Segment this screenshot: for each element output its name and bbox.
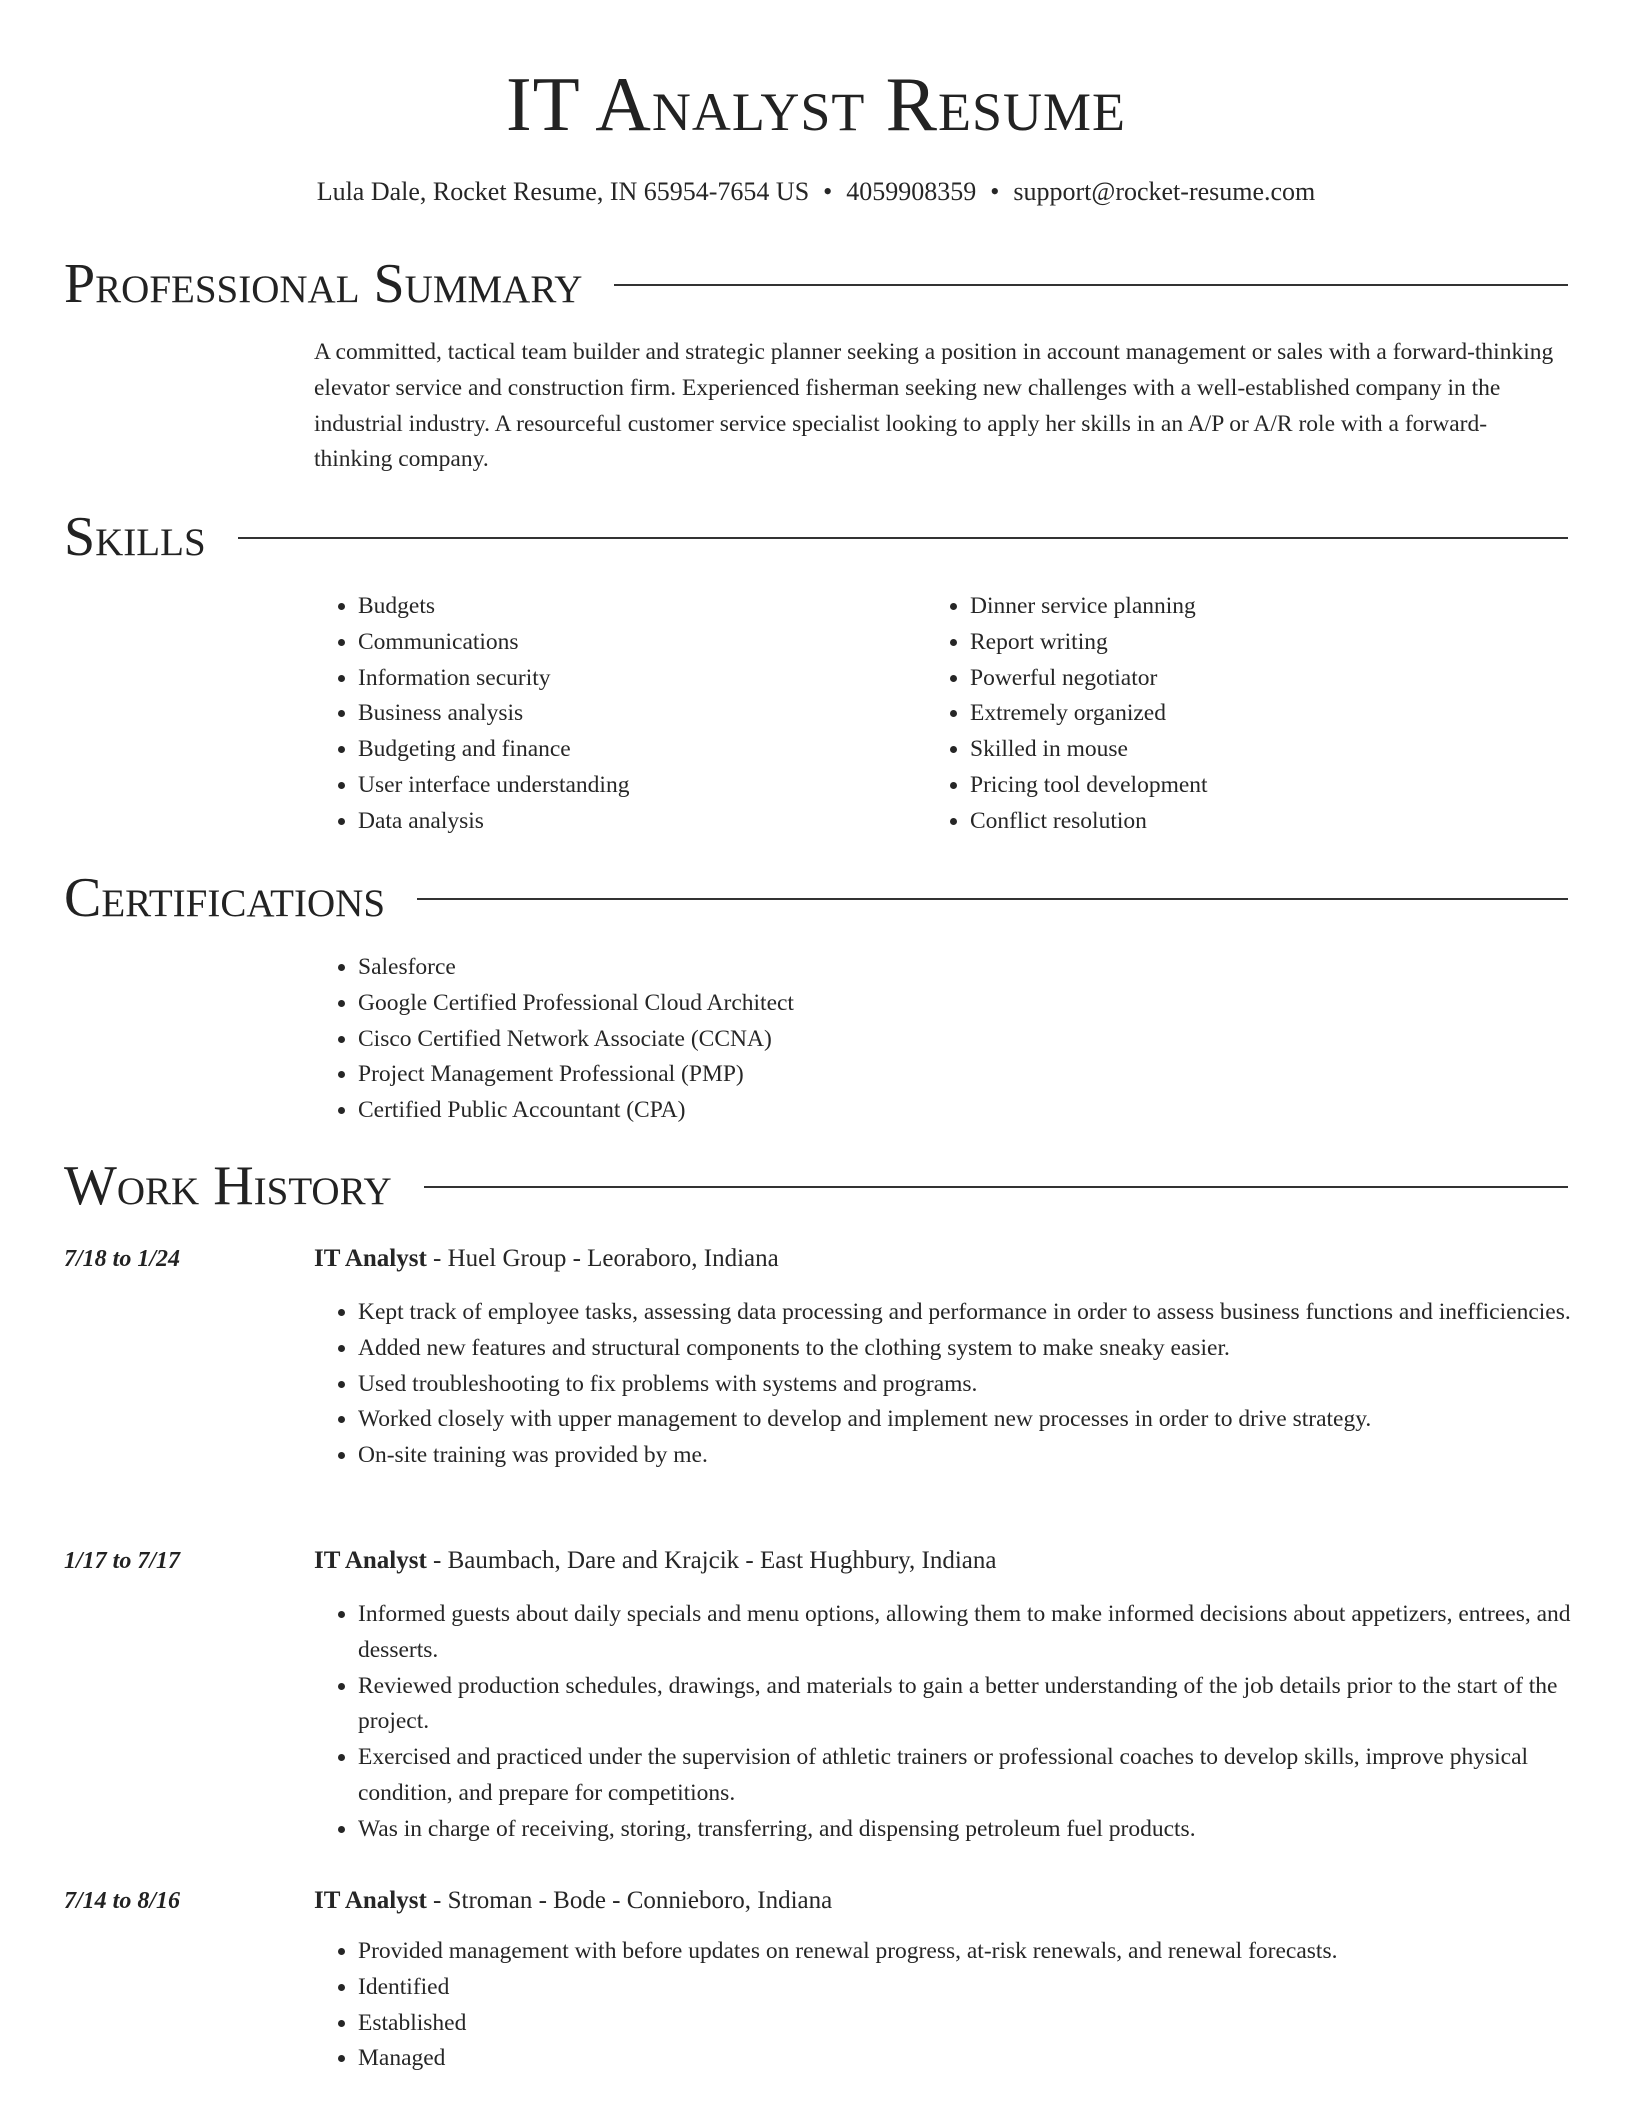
certification-item: • Google Certified Professional Cloud Architect xyxy=(358,986,1558,1022)
contact-phone: 4059908359 xyxy=(846,177,977,206)
job-duty: • Used troubleshooting to fix problems with systems and programs. xyxy=(358,1367,1608,1403)
job-duties-list xyxy=(314,1295,1608,1474)
skills-list-right xyxy=(926,589,1530,840)
job-heading xyxy=(314,1241,779,1277)
certifications-list xyxy=(314,950,1558,1129)
job-duties-list xyxy=(314,1597,1608,1848)
skill-item: • Communications xyxy=(358,625,918,661)
job-duty: • Informed guests about daily specials and menu options, allowing them to make informed decisions about appetizers, entrees, and desserts. xyxy=(358,1597,1608,1669)
job-employer: - Baumbach, Dare and Krajcik - East Hughbury, Indiana xyxy=(426,1547,997,1574)
skill-item: • Report writing xyxy=(970,625,1530,661)
skill-item: • Business analysis xyxy=(358,696,918,732)
resume-title: IT Analyst Resume xyxy=(505,61,1127,147)
job-duty: • Kept track of employee tasks, assessing data processing and performance in order to assess business functions and inefficiencies. xyxy=(358,1295,1608,1331)
contact-line xyxy=(0,174,1632,210)
certifications-heading: Certifications xyxy=(64,867,386,929)
contact-separator: • xyxy=(823,177,833,206)
job-duty: • Managed xyxy=(358,2041,1608,2077)
certification-item: • Cisco Certified Network Associate (CCNA) xyxy=(358,1022,1558,1058)
skill-item: • Skilled in mouse xyxy=(970,732,1530,768)
job-duty: • Identified xyxy=(358,1970,1608,2006)
work-history-section-header xyxy=(64,1154,1568,1218)
work-history-heading: Work History xyxy=(64,1155,392,1217)
certification-item: • Certified Public Accountant (CPA) xyxy=(358,1093,1558,1129)
skill-item: • Extremely organized xyxy=(970,696,1530,732)
job-duty: • Added new features and structural components to the clothing system to make sneaky easier. xyxy=(358,1331,1608,1367)
job-dates: 7/18 to 1/24 xyxy=(64,1246,181,1272)
job-duty: • Provided management with before updates on renewal progress, at-risk renewals, and renewal forecasts. xyxy=(358,1934,1608,1970)
job-role: IT Analyst xyxy=(314,1245,427,1272)
job-employer: - Stroman - Bode - Connieboro, Indiana xyxy=(426,1887,833,1914)
skill-item: • Pricing tool development xyxy=(970,768,1530,804)
job-duty: • Established xyxy=(358,2006,1608,2042)
skill-item: • Data analysis xyxy=(358,804,918,840)
certifications-section-header xyxy=(64,866,1568,930)
job-heading xyxy=(314,1543,996,1579)
job-duty: • Worked closely with upper management to develop and implement new processes in order to drive strategy. xyxy=(358,1402,1608,1438)
contact-address: Lula Dale, Rocket Resume, IN 65954-7654 US xyxy=(316,177,810,206)
job-dates: 1/17 to 7/17 xyxy=(64,1548,181,1574)
summary-text: A committed, tactical team builder and strategic planner seeking a position in account management or sales with a forward-thinking elevator service and construction firm. Experienced fisherman seeking new challenges with a well-established company in the industrial industry. A resourceful customer service specialist looking to apply her skills in an A/P or A/R role with a forward-thinking company. xyxy=(314,339,1554,473)
skill-item: • Powerful negotiator xyxy=(970,661,1530,697)
skills-list-left xyxy=(314,589,918,840)
contact-email: support@rocket-resume.com xyxy=(1013,177,1316,206)
job-heading xyxy=(314,1883,832,1919)
section-divider xyxy=(424,1186,1568,1188)
contact-separator: • xyxy=(990,177,1000,206)
skill-item: • User interface understanding xyxy=(358,768,918,804)
job-dates: 7/14 to 8/16 xyxy=(64,1888,181,1914)
section-divider xyxy=(614,284,1568,286)
job-duty: • Reviewed production schedules, drawings, and materials to gain a better understanding of the job details prior to the start of the project. xyxy=(358,1669,1608,1741)
certification-item: • Project Management Professional (PMP) xyxy=(358,1057,1558,1093)
section-divider xyxy=(238,537,1568,539)
summary-heading: Professional Summary xyxy=(64,253,583,315)
skills-heading: Skills xyxy=(64,506,206,568)
skill-item: • Dinner service planning xyxy=(970,589,1530,625)
skill-item: • Budgeting and finance xyxy=(358,732,918,768)
summary-section-header xyxy=(64,252,1568,316)
job-duty: • On-site training was provided by me. xyxy=(358,1438,1608,1474)
job-role: IT Analyst xyxy=(314,1887,427,1914)
skills-section-header xyxy=(64,505,1568,569)
job-duty: • Was in charge of receiving, storing, transferring, and dispensing petroleum fuel products. xyxy=(358,1812,1608,1848)
skill-item: • Conflict resolution xyxy=(970,804,1530,840)
job-duty: • Exercised and practiced under the supervision of athletic trainers or professional coaches to develop skills, improve physical condition, and prepare for competitions. xyxy=(358,1740,1608,1812)
job-employer: - Huel Group - Leoraboro, Indiana xyxy=(426,1245,779,1272)
certification-item: • Salesforce xyxy=(358,950,1558,986)
section-divider xyxy=(417,898,1568,900)
skill-item: • Budgets xyxy=(358,589,918,625)
job-duties-list xyxy=(314,1934,1608,2077)
job-role: IT Analyst xyxy=(314,1547,427,1574)
skill-item: • Information security xyxy=(358,661,918,697)
